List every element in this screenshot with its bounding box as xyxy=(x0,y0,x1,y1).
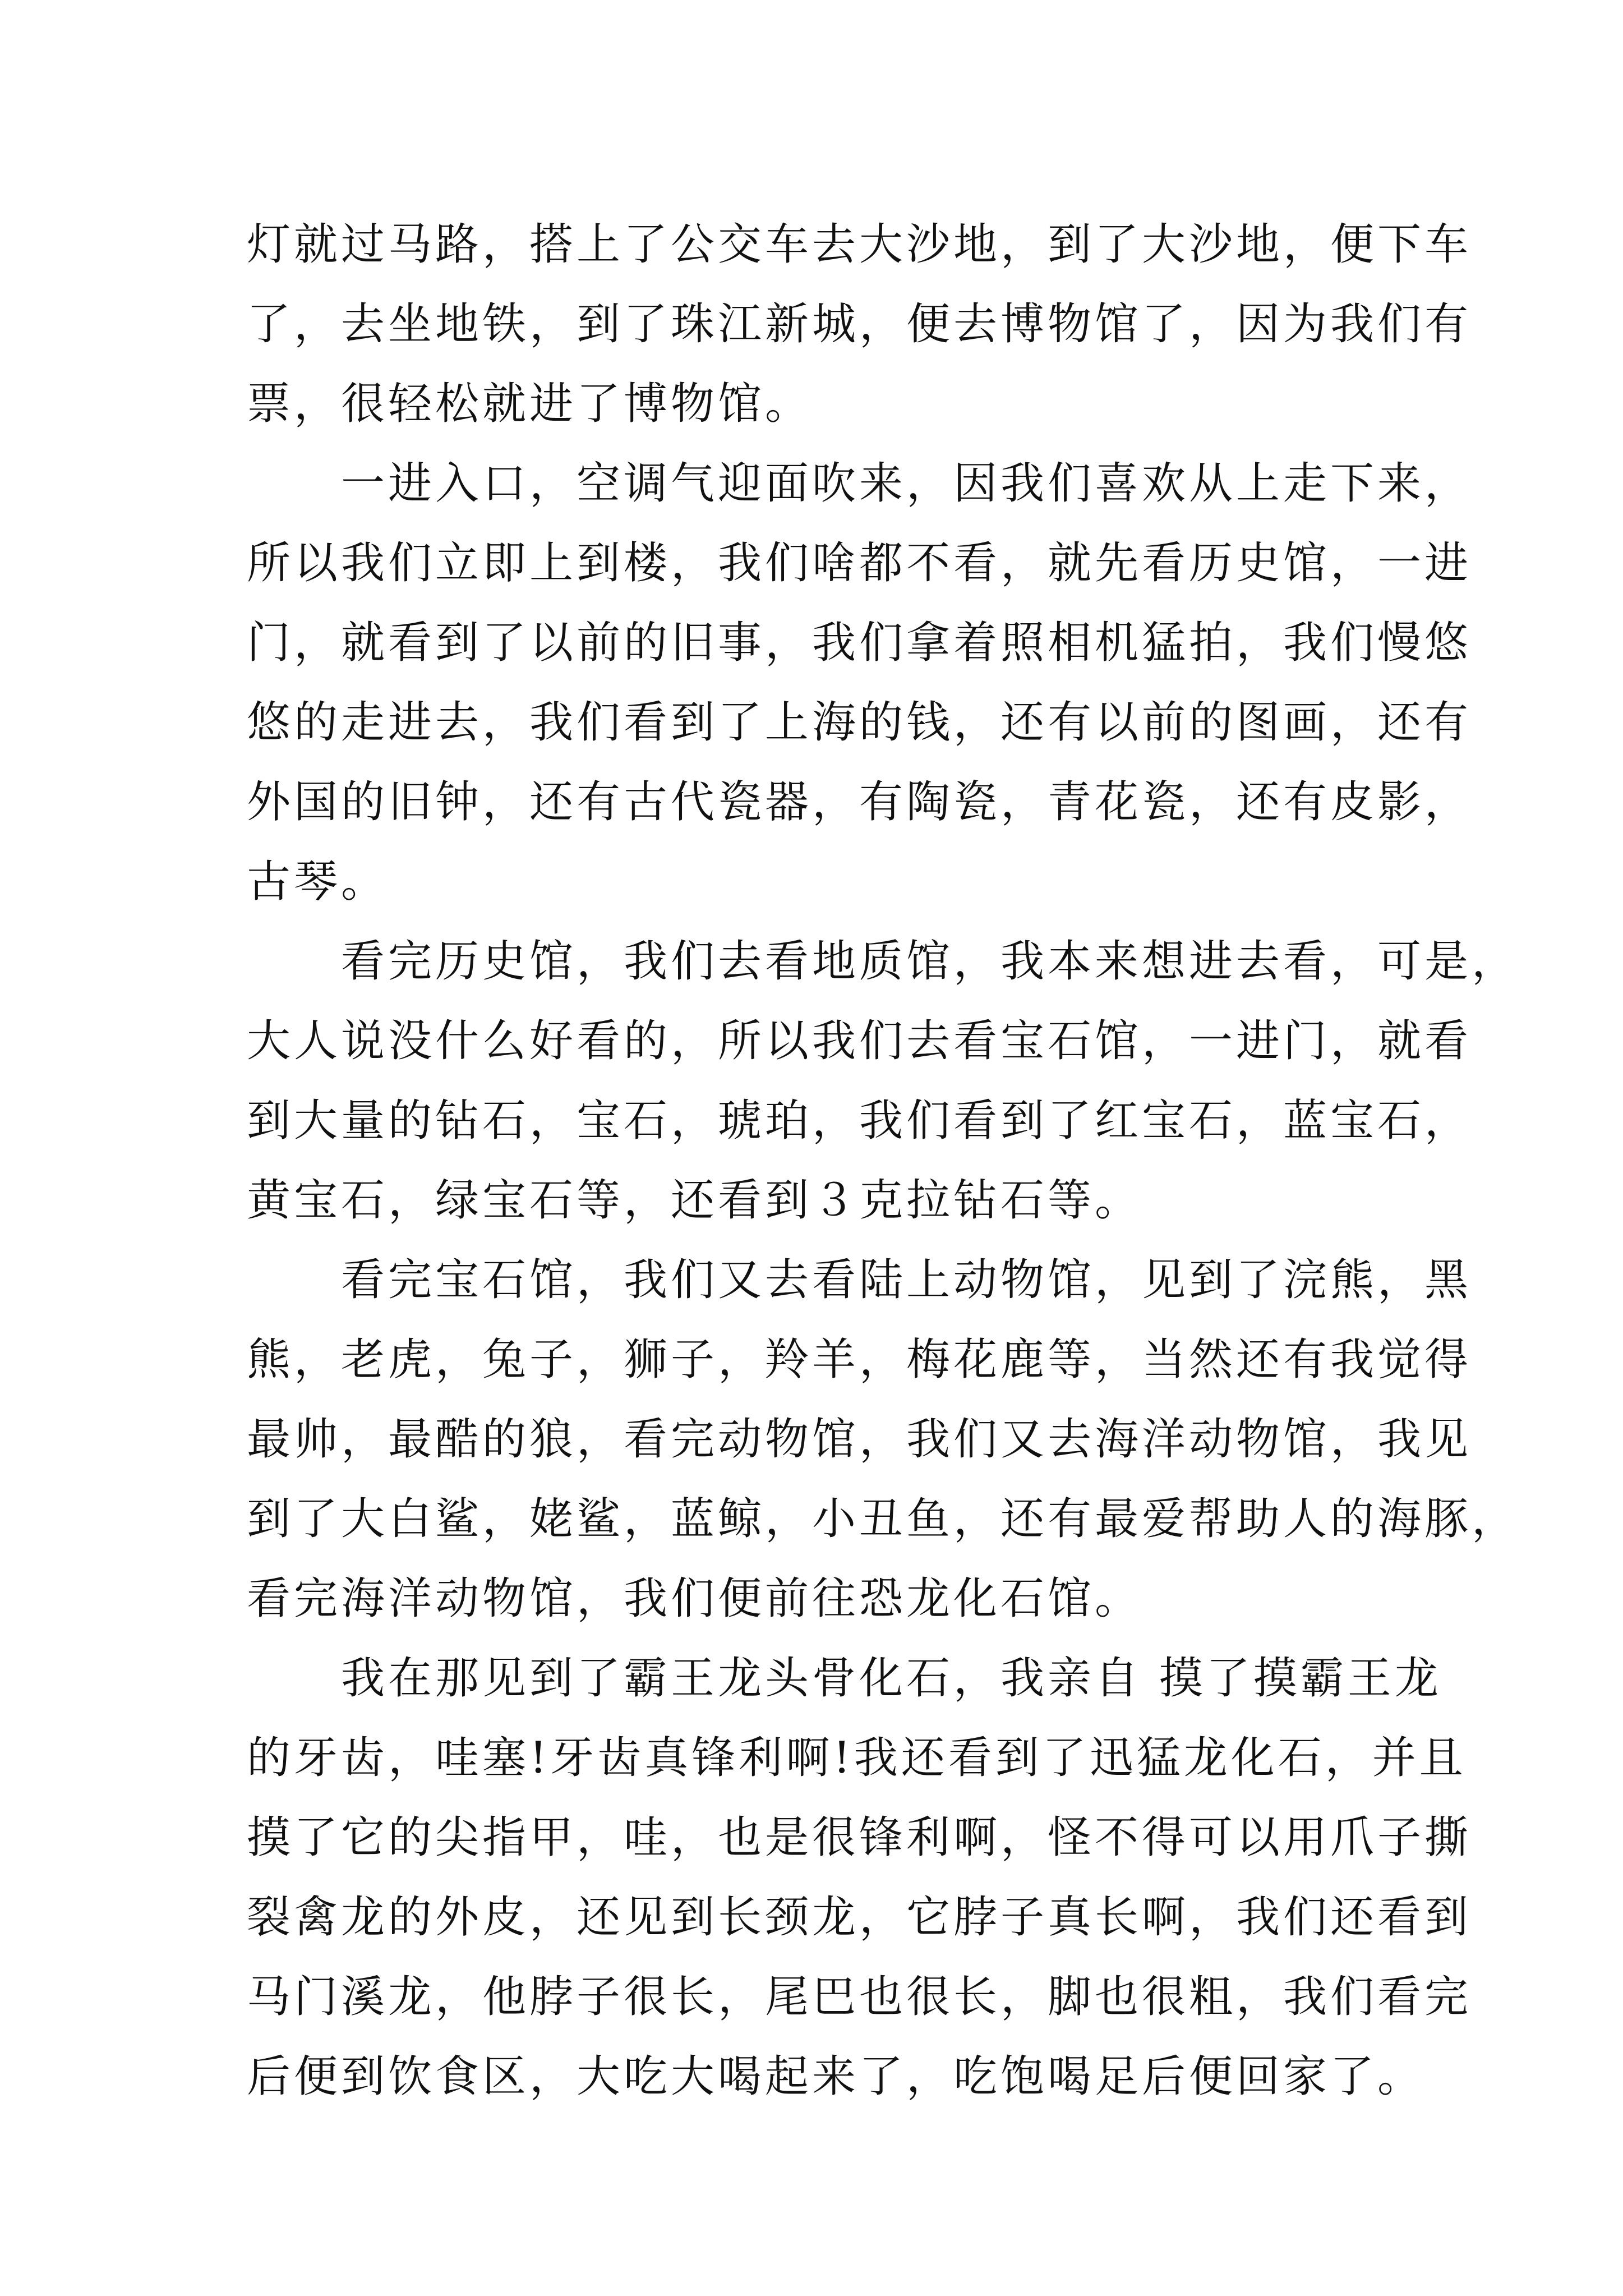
paragraph-2 xyxy=(247,444,1472,922)
text-line: 古琴。 xyxy=(247,857,389,907)
text-line: 了，去坐地铁，到了珠江新城，便去博物馆了，因为我们有 xyxy=(247,299,1472,349)
paragraph-1 xyxy=(247,205,1472,444)
text-line: 到了大白鲨，姥鲨，蓝鲸，小丑鱼，还有最爱帮助人的海豚， xyxy=(247,1494,1519,1544)
text-line: 门，就看到了以前的旧事，我们拿着照相机猛拍，我们慢悠 xyxy=(247,618,1472,668)
text-line: 大人说没什么好看的，所以我们去看宝石馆，一进门，就看 xyxy=(247,1016,1472,1066)
text-line: 票，很轻松就进了博物馆。 xyxy=(247,379,813,429)
text-line: 黄宝石，绿宝石等，还看到３克拉钻石等。 xyxy=(247,1175,1142,1226)
text-line: 摸了它的尖指甲，哇，也是很锋利啊，怪不得可以用爪子撕 xyxy=(247,1812,1472,1863)
text-line: 看完宝石馆，我们又去看陆上动物馆，见到了浣熊，黑 xyxy=(341,1255,1472,1305)
text-line: 裂禽龙的外皮，还见到长颈龙，它脖子真长啊，我们还看到 xyxy=(247,1892,1472,1943)
paragraph-5 xyxy=(247,1639,1472,2116)
text-line: 悠的走进去，我们看到了上海的钱，还有以前的图画，还有 xyxy=(247,697,1472,748)
text-line: 我在那见到了霸王龙头骨化石，我亲自 摸了摸霸王龙 xyxy=(341,1653,1442,1704)
text-line: 熊，老虎，兔子，狮子，羚羊，梅花鹿等，当然还有我觉得 xyxy=(247,1335,1472,1385)
text-line: 最帅，最酷的狼，看完动物馆，我们又去海洋动物馆，我见 xyxy=(247,1414,1472,1465)
text-line: 到大量的钻石，宝石，琥珀，我们看到了红宝石，蓝宝石， xyxy=(247,1096,1472,1146)
text-line: 一进入口，空调气迎面吹来，因我们喜欢从上走下来， xyxy=(341,458,1472,509)
paragraph-4 xyxy=(247,1240,1519,1639)
text-line: 外国的旧钟，还有古代瓷器，有陶瓷，青花瓷，还有皮影， xyxy=(247,777,1472,827)
document-body xyxy=(247,205,1519,2116)
text-line: 看完海洋动物馆，我们便前往恐龙化石馆。 xyxy=(247,1573,1142,1624)
text-line: 后便到饮食区，大吃大喝起来了，吃饱喝足后便回家了。 xyxy=(247,2051,1425,2102)
text-line: 所以我们立即上到楼，我们啥都不看，就先看历史馆，一进 xyxy=(247,538,1472,588)
text-line: 马门溪龙，他脖子很长，尾巴也很长，脚也很粗，我们看完 xyxy=(247,1972,1472,2022)
text-line: 看完历史馆，我们去看地质馆，我本来想进去看，可是， xyxy=(341,936,1519,987)
text-line: 的牙齿，哇塞!牙齿真锋利啊!我还看到了迅猛龙化石，并且 xyxy=(247,1733,1467,1783)
text-line: 灯就过马路，搭上了公交车去大沙地，到了大沙地，便下车 xyxy=(247,219,1472,270)
paragraph-3 xyxy=(247,922,1519,1240)
